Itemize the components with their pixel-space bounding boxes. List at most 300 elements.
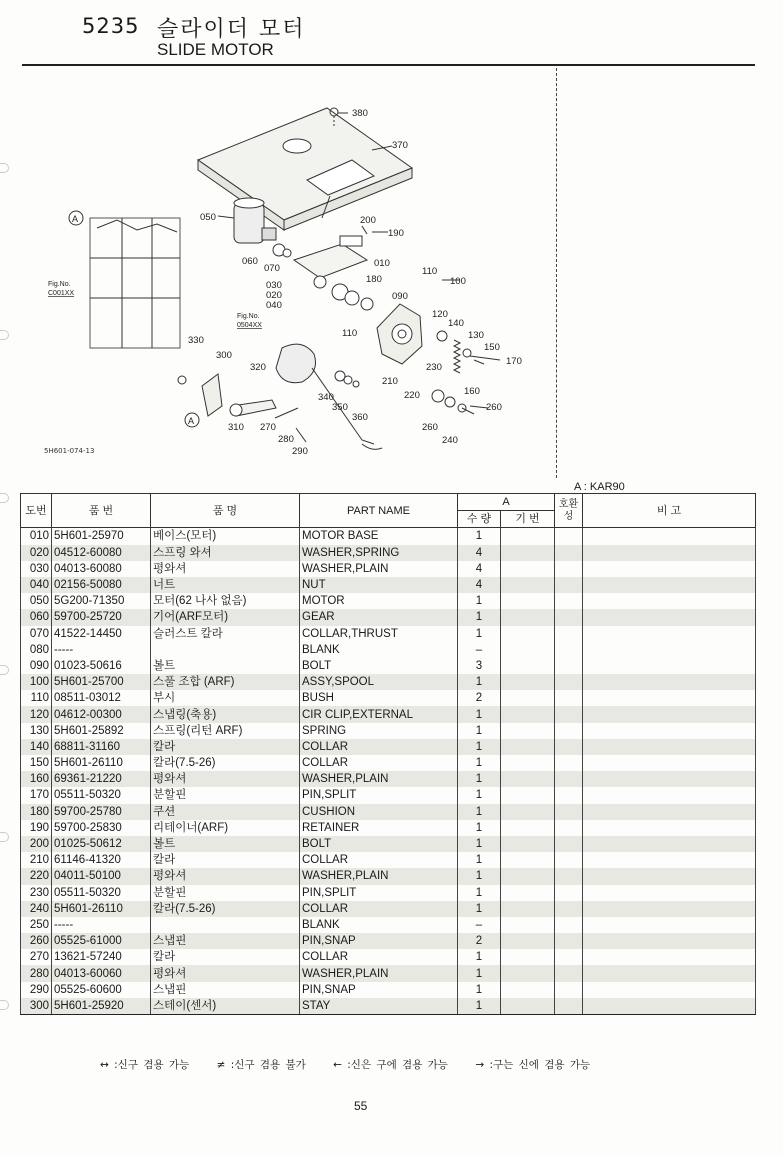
part-name-english: BOLT bbox=[300, 658, 458, 674]
interchange bbox=[555, 804, 583, 820]
interchange bbox=[555, 577, 583, 593]
section-code: 5235 bbox=[82, 14, 140, 38]
punch-hole bbox=[0, 832, 9, 842]
interchange bbox=[555, 949, 583, 965]
part-name-korean: 평와셔 bbox=[151, 965, 300, 981]
base-number bbox=[501, 901, 555, 917]
table-row bbox=[21, 642, 756, 658]
part-number: 05525-61000 bbox=[52, 933, 151, 949]
remarks bbox=[583, 609, 756, 625]
table-row bbox=[21, 868, 756, 884]
part-name-english: ASSY,SPOOL bbox=[300, 674, 458, 690]
part-number: 13621-57240 bbox=[52, 949, 151, 965]
remarks bbox=[583, 933, 756, 949]
header-remarks: 비 고 bbox=[583, 494, 756, 528]
remarks bbox=[583, 771, 756, 787]
header-part-name: PART NAME bbox=[300, 494, 458, 528]
svg-text:180: 180 bbox=[366, 274, 382, 285]
part-name-korean: 스냅핀 bbox=[151, 933, 300, 949]
part-name-korean: 리테이너(ARF) bbox=[151, 820, 300, 836]
table-row bbox=[21, 852, 756, 868]
part-number: 5H601-25970 bbox=[52, 528, 151, 545]
svg-text:140: 140 bbox=[448, 318, 464, 329]
model-label: A : KAR90 bbox=[574, 481, 625, 493]
base-number bbox=[501, 626, 555, 642]
item-number: 020 bbox=[21, 545, 52, 561]
interchange bbox=[555, 852, 583, 868]
base-number bbox=[501, 917, 555, 933]
part-number: 68811-31160 bbox=[52, 739, 151, 755]
punch-hole bbox=[0, 1000, 9, 1010]
quantity: 1 bbox=[458, 739, 501, 755]
remarks bbox=[583, 545, 756, 561]
part-name-korean: 스테이(센서) bbox=[151, 998, 300, 1015]
item-number: 130 bbox=[21, 723, 52, 739]
part-name-english: COLLAR,THRUST bbox=[300, 626, 458, 642]
part-name-english: PIN,SNAP bbox=[300, 933, 458, 949]
interchange bbox=[555, 917, 583, 933]
base-number bbox=[501, 787, 555, 803]
quantity: 1 bbox=[458, 626, 501, 642]
interchange bbox=[555, 787, 583, 803]
base-number bbox=[501, 771, 555, 787]
interchange bbox=[555, 706, 583, 722]
header-qty: 수 량 bbox=[458, 511, 501, 528]
quantity: 1 bbox=[458, 706, 501, 722]
quantity: 1 bbox=[458, 755, 501, 771]
quantity: – bbox=[458, 642, 501, 658]
svg-text:280: 280 bbox=[278, 434, 294, 445]
item-number: 160 bbox=[21, 771, 52, 787]
svg-text:320: 320 bbox=[250, 362, 266, 373]
svg-text:120: 120 bbox=[432, 309, 448, 320]
svg-text:C001XX: C001XX bbox=[48, 290, 75, 297]
interchange bbox=[555, 755, 583, 771]
svg-text:020: 020 bbox=[266, 290, 282, 301]
remarks bbox=[583, 868, 756, 884]
part-name-korean: 스프링 와셔 bbox=[151, 545, 300, 561]
part-name-korean: 볼트 bbox=[151, 836, 300, 852]
quantity: 1 bbox=[458, 965, 501, 981]
item-number: 080 bbox=[21, 642, 52, 658]
table-row bbox=[21, 982, 756, 998]
svg-text:330: 330 bbox=[188, 335, 204, 346]
remarks bbox=[583, 804, 756, 820]
base-number bbox=[501, 706, 555, 722]
part-name-korean: 볼트 bbox=[151, 658, 300, 674]
interchange bbox=[555, 885, 583, 901]
part-name-english: COLLAR bbox=[300, 852, 458, 868]
part-number: 61146-41320 bbox=[52, 852, 151, 868]
item-number: 100 bbox=[21, 674, 52, 690]
base-number bbox=[501, 674, 555, 690]
remarks bbox=[583, 836, 756, 852]
interchange bbox=[555, 998, 583, 1015]
interchange bbox=[555, 593, 583, 609]
punch-hole bbox=[0, 163, 9, 173]
remarks bbox=[583, 706, 756, 722]
quantity: 1 bbox=[458, 593, 501, 609]
base-number bbox=[501, 577, 555, 593]
table-row bbox=[21, 658, 756, 674]
part-number: 69361-21220 bbox=[52, 771, 151, 787]
part-name-korean: 베이스(모터) bbox=[151, 528, 300, 545]
part-name-english: NUT bbox=[300, 577, 458, 593]
svg-text:030: 030 bbox=[266, 280, 282, 291]
svg-text:290: 290 bbox=[292, 446, 308, 457]
punch-hole bbox=[0, 665, 9, 675]
diagram-divider bbox=[556, 68, 557, 478]
svg-text:Fig.No.: Fig.No. bbox=[237, 313, 260, 320]
part-name-korean: 평와셔 bbox=[151, 868, 300, 884]
base-number bbox=[501, 804, 555, 820]
page-title-korean: 슬라이더 모터 bbox=[157, 17, 306, 42]
part-name-korean: 분할핀 bbox=[151, 885, 300, 901]
header-rule bbox=[22, 64, 755, 66]
base-number bbox=[501, 868, 555, 884]
item-number: 040 bbox=[21, 577, 52, 593]
interchange bbox=[555, 723, 583, 739]
parts-table bbox=[20, 493, 756, 1015]
part-name-english: COLLAR bbox=[300, 949, 458, 965]
base-number bbox=[501, 528, 555, 545]
item-number: 120 bbox=[21, 706, 52, 722]
table-row bbox=[21, 577, 756, 593]
remarks bbox=[583, 658, 756, 674]
remarks bbox=[583, 528, 756, 545]
part-number: 05511-50320 bbox=[52, 787, 151, 803]
table-row bbox=[21, 609, 756, 625]
quantity: 1 bbox=[458, 723, 501, 739]
part-number: 02156-50080 bbox=[52, 577, 151, 593]
quantity: 2 bbox=[458, 933, 501, 949]
quantity: 1 bbox=[458, 787, 501, 803]
part-name-english: WASHER,PLAIN bbox=[300, 868, 458, 884]
interchange bbox=[555, 965, 583, 981]
item-number: 240 bbox=[21, 901, 52, 917]
table-row bbox=[21, 593, 756, 609]
page-number: 55 bbox=[354, 1099, 368, 1113]
base-number bbox=[501, 998, 555, 1015]
base-number bbox=[501, 982, 555, 998]
remarks bbox=[583, 901, 756, 917]
part-number: 04512-60080 bbox=[52, 545, 151, 561]
part-name-english: RETAINER bbox=[300, 820, 458, 836]
remarks bbox=[583, 755, 756, 771]
part-name-korean: 분할핀 bbox=[151, 787, 300, 803]
svg-text:050: 050 bbox=[200, 212, 216, 223]
interchange bbox=[555, 609, 583, 625]
punch-hole bbox=[0, 493, 9, 503]
part-name-english: SPRING bbox=[300, 723, 458, 739]
svg-text:370: 370 bbox=[392, 140, 408, 151]
interchange bbox=[555, 545, 583, 561]
interchange bbox=[555, 626, 583, 642]
header-interchange: 호환성 bbox=[555, 494, 583, 528]
base-number bbox=[501, 545, 555, 561]
svg-text:300: 300 bbox=[216, 350, 232, 361]
table-row bbox=[21, 820, 756, 836]
part-name-korean: 너트 bbox=[151, 577, 300, 593]
part-name-english: WASHER,PLAIN bbox=[300, 561, 458, 577]
remarks bbox=[583, 998, 756, 1015]
remarks bbox=[583, 690, 756, 706]
part-name-english: COLLAR bbox=[300, 739, 458, 755]
legend-item: ← :신은 구에 겸용 가능 bbox=[333, 1059, 448, 1071]
interchange bbox=[555, 982, 583, 998]
legend-item: → :구는 신에 겸용 가능 bbox=[475, 1059, 591, 1071]
part-number: 5H601-26110 bbox=[52, 755, 151, 771]
base-number bbox=[501, 949, 555, 965]
svg-text:0504XX: 0504XX bbox=[237, 322, 262, 329]
table-row bbox=[21, 626, 756, 642]
exploded-parts-diagram bbox=[22, 68, 556, 478]
svg-text:150: 150 bbox=[484, 342, 500, 353]
diagram-reference-code: 5H601-074-13 bbox=[44, 447, 95, 455]
svg-text:190: 190 bbox=[388, 228, 404, 239]
part-name-english: COLLAR bbox=[300, 755, 458, 771]
table-row bbox=[21, 528, 756, 545]
item-number: 110 bbox=[21, 690, 52, 706]
punch-hole bbox=[0, 330, 9, 340]
table-row bbox=[21, 836, 756, 852]
base-number bbox=[501, 609, 555, 625]
table-row bbox=[21, 965, 756, 981]
quantity: 1 bbox=[458, 528, 501, 545]
quantity: 4 bbox=[458, 561, 501, 577]
part-name-english: CUSHION bbox=[300, 804, 458, 820]
part-number: 59700-25780 bbox=[52, 804, 151, 820]
item-number: 220 bbox=[21, 868, 52, 884]
item-number: 280 bbox=[21, 965, 52, 981]
part-name-korean: 스프링(리턴 ARF) bbox=[151, 723, 300, 739]
interchange bbox=[555, 739, 583, 755]
remarks bbox=[583, 982, 756, 998]
remarks bbox=[583, 885, 756, 901]
quantity: 1 bbox=[458, 609, 501, 625]
part-name-korean: 스냅핀 bbox=[151, 982, 300, 998]
svg-text:090: 090 bbox=[392, 291, 408, 302]
svg-text:200: 200 bbox=[360, 215, 376, 226]
remarks bbox=[583, 965, 756, 981]
table-row bbox=[21, 690, 756, 706]
quantity: 1 bbox=[458, 868, 501, 884]
svg-text:210: 210 bbox=[382, 376, 398, 387]
base-number bbox=[501, 820, 555, 836]
part-name-korean: 칼라 bbox=[151, 739, 300, 755]
header-no: 도번 bbox=[21, 494, 52, 528]
remarks bbox=[583, 674, 756, 690]
part-name-english: PIN,SPLIT bbox=[300, 787, 458, 803]
svg-text:070: 070 bbox=[264, 263, 280, 274]
interchange bbox=[555, 868, 583, 884]
table-row bbox=[21, 545, 756, 561]
svg-text:220: 220 bbox=[404, 390, 420, 401]
part-number: 5H601-26110 bbox=[52, 901, 151, 917]
part-number: 5H601-25700 bbox=[52, 674, 151, 690]
part-name-korean: 칼라 bbox=[151, 852, 300, 868]
table-row bbox=[21, 674, 756, 690]
interchange bbox=[555, 820, 583, 836]
page-title-english: SLIDE MOTOR bbox=[157, 40, 274, 59]
part-name-english: MOTOR bbox=[300, 593, 458, 609]
svg-text:270: 270 bbox=[260, 422, 276, 433]
part-name-korean bbox=[151, 642, 300, 658]
part-number: 08511-03012 bbox=[52, 690, 151, 706]
base-number bbox=[501, 836, 555, 852]
part-number: 05525-60600 bbox=[52, 982, 151, 998]
header-base: 기 번 bbox=[501, 511, 555, 528]
quantity: 1 bbox=[458, 852, 501, 868]
base-number bbox=[501, 852, 555, 868]
quantity: 4 bbox=[458, 577, 501, 593]
part-number: 5H601-25920 bbox=[52, 998, 151, 1015]
part-name-korean: 평와셔 bbox=[151, 561, 300, 577]
remarks bbox=[583, 852, 756, 868]
svg-text:260: 260 bbox=[486, 402, 502, 413]
part-number: 5H601-25892 bbox=[52, 723, 151, 739]
legend-item: ≠ :신구 겸용 불가 bbox=[216, 1059, 306, 1071]
quantity: 1 bbox=[458, 901, 501, 917]
quantity: 1 bbox=[458, 998, 501, 1015]
svg-text:260: 260 bbox=[422, 422, 438, 433]
part-number: 04013-60060 bbox=[52, 965, 151, 981]
base-number bbox=[501, 690, 555, 706]
svg-text:170: 170 bbox=[506, 356, 522, 367]
part-name-korean: 칼라(7.5-26) bbox=[151, 901, 300, 917]
interchange bbox=[555, 674, 583, 690]
interchange bbox=[555, 561, 583, 577]
item-number: 250 bbox=[21, 917, 52, 933]
legend-item: ↔ :신구 겸용 가능 bbox=[100, 1059, 190, 1071]
quantity: 1 bbox=[458, 820, 501, 836]
part-name-korean: 평와셔 bbox=[151, 771, 300, 787]
svg-text:240: 240 bbox=[442, 435, 458, 446]
remarks bbox=[583, 723, 756, 739]
part-name-korean: 모터(62 나사 없음) bbox=[151, 593, 300, 609]
item-number: 190 bbox=[21, 820, 52, 836]
remarks bbox=[583, 561, 756, 577]
remarks bbox=[583, 626, 756, 642]
quantity: 1 bbox=[458, 804, 501, 820]
part-name-korean: 부시 bbox=[151, 690, 300, 706]
item-number: 270 bbox=[21, 949, 52, 965]
svg-text:380: 380 bbox=[352, 108, 368, 119]
interchange bbox=[555, 901, 583, 917]
remarks bbox=[583, 917, 756, 933]
table-row bbox=[21, 917, 756, 933]
header-name-ko: 품 명 bbox=[151, 494, 300, 528]
base-number bbox=[501, 739, 555, 755]
item-number: 170 bbox=[21, 787, 52, 803]
item-number: 260 bbox=[21, 933, 52, 949]
part-number: 04013-60080 bbox=[52, 561, 151, 577]
part-name-korean: 기어(ARF모터) bbox=[151, 609, 300, 625]
svg-text:010: 010 bbox=[374, 258, 390, 269]
table-row bbox=[21, 998, 756, 1015]
quantity: 4 bbox=[458, 545, 501, 561]
quantity: – bbox=[458, 917, 501, 933]
remarks bbox=[583, 949, 756, 965]
part-number: 04011-50100 bbox=[52, 868, 151, 884]
base-number bbox=[501, 658, 555, 674]
item-number: 070 bbox=[21, 626, 52, 642]
remarks bbox=[583, 739, 756, 755]
part-name-english: MOTOR BASE bbox=[300, 528, 458, 545]
part-name-korean: 슬러스트 칼라 bbox=[151, 626, 300, 642]
part-name-korean bbox=[151, 917, 300, 933]
quantity: 1 bbox=[458, 771, 501, 787]
quantity: 1 bbox=[458, 949, 501, 965]
part-name-english: CIR CLIP,EXTERNAL bbox=[300, 706, 458, 722]
base-number bbox=[501, 965, 555, 981]
item-number: 150 bbox=[21, 755, 52, 771]
part-name-korean: 스냅링(축용) bbox=[151, 706, 300, 722]
marker-a: A bbox=[72, 214, 79, 224]
item-number: 030 bbox=[21, 561, 52, 577]
part-name-english: PIN,SNAP bbox=[300, 982, 458, 998]
part-number: 01023-50616 bbox=[52, 658, 151, 674]
part-name-english: BUSH bbox=[300, 690, 458, 706]
base-number bbox=[501, 593, 555, 609]
header-a: A bbox=[458, 494, 555, 511]
part-number: 41522-14450 bbox=[52, 626, 151, 642]
table-row bbox=[21, 949, 756, 965]
part-name-english: BLANK bbox=[300, 917, 458, 933]
base-number bbox=[501, 755, 555, 771]
item-number: 010 bbox=[21, 528, 52, 545]
part-number: ----- bbox=[52, 642, 151, 658]
table-row bbox=[21, 787, 756, 803]
table-row bbox=[21, 755, 756, 771]
part-name-english: PIN,SPLIT bbox=[300, 885, 458, 901]
part-name-english: STAY bbox=[300, 998, 458, 1015]
item-number: 300 bbox=[21, 998, 52, 1015]
table-row bbox=[21, 933, 756, 949]
table-row bbox=[21, 901, 756, 917]
header-part-no: 품 번 bbox=[52, 494, 151, 528]
interchange bbox=[555, 771, 583, 787]
base-number bbox=[501, 561, 555, 577]
remarks bbox=[583, 577, 756, 593]
svg-text:060: 060 bbox=[242, 256, 258, 267]
base-number bbox=[501, 885, 555, 901]
quantity: 1 bbox=[458, 885, 501, 901]
interchange bbox=[555, 836, 583, 852]
base-number bbox=[501, 642, 555, 658]
interchange bbox=[555, 528, 583, 545]
item-number: 200 bbox=[21, 836, 52, 852]
part-number: 05511-50320 bbox=[52, 885, 151, 901]
part-name-english: BOLT bbox=[300, 836, 458, 852]
item-number: 180 bbox=[21, 804, 52, 820]
part-name-korean: 스풀 조합 (ARF) bbox=[151, 674, 300, 690]
compatibility-legend bbox=[100, 1057, 612, 1072]
svg-text:230: 230 bbox=[426, 362, 442, 373]
item-number: 290 bbox=[21, 982, 52, 998]
svg-text:360: 360 bbox=[352, 412, 368, 423]
quantity: 3 bbox=[458, 658, 501, 674]
table-row bbox=[21, 771, 756, 787]
remarks bbox=[583, 820, 756, 836]
item-number: 140 bbox=[21, 739, 52, 755]
table-row bbox=[21, 706, 756, 722]
table-row bbox=[21, 723, 756, 739]
part-name-english: WASHER,SPRING bbox=[300, 545, 458, 561]
svg-text:340: 340 bbox=[318, 392, 334, 403]
svg-text:100: 100 bbox=[450, 276, 466, 287]
item-number: 210 bbox=[21, 852, 52, 868]
